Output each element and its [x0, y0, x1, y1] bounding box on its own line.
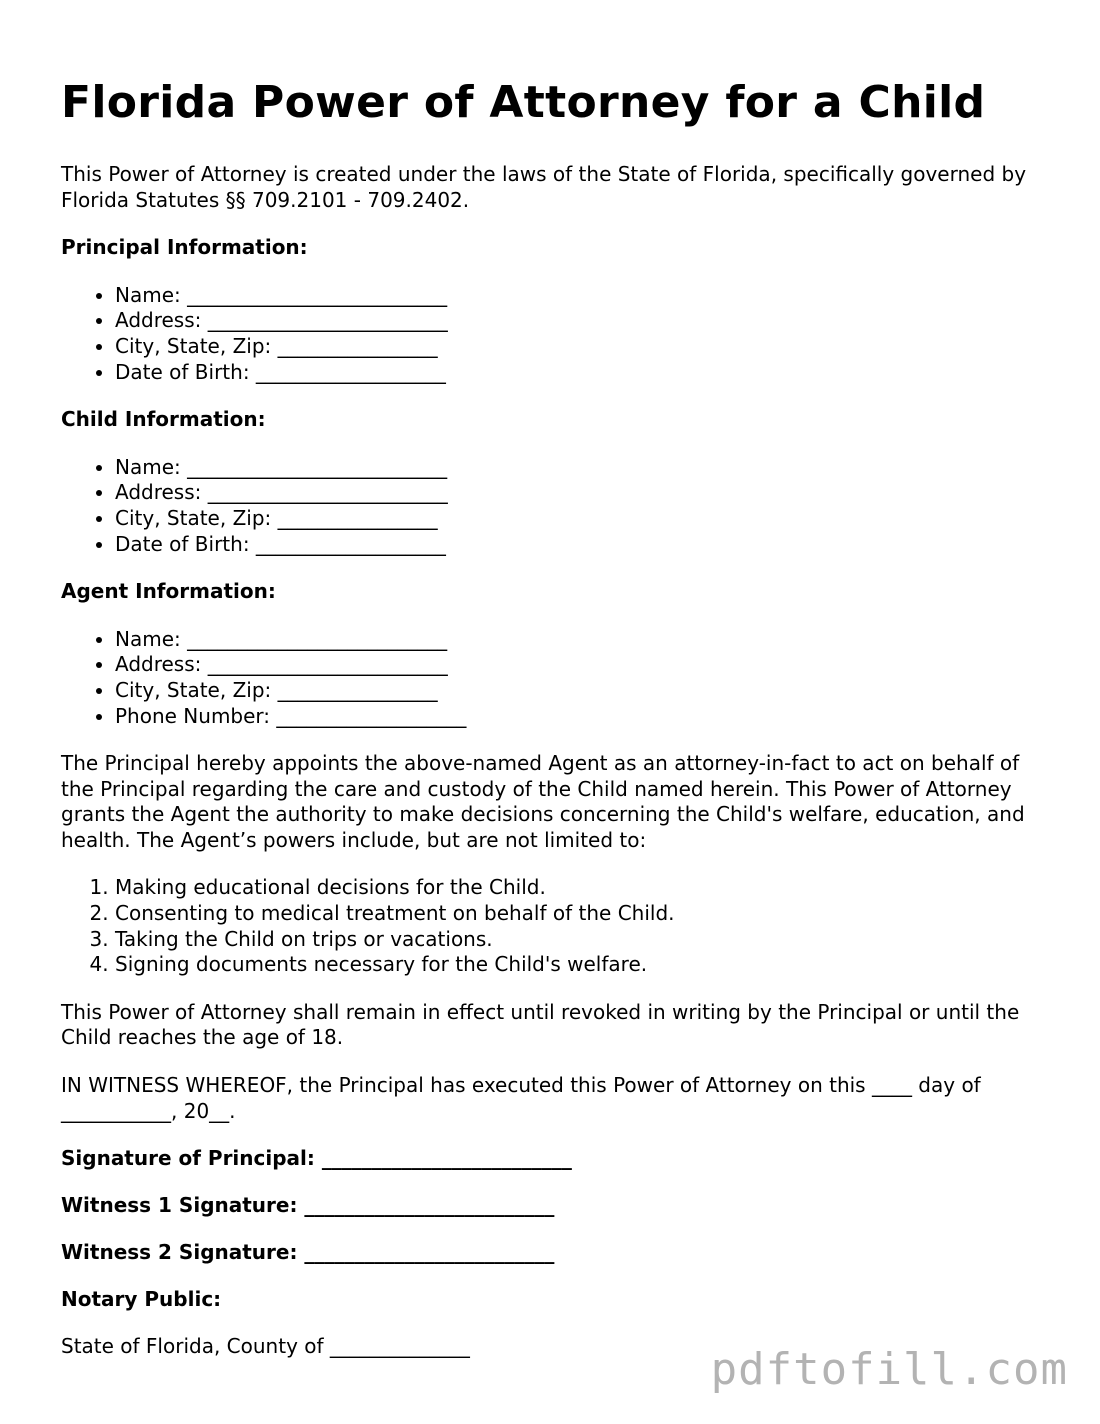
child-address-field[interactable]: • Address: ________________________	[115, 480, 1051, 506]
child-dob-field[interactable]: • Date of Birth: ___________________	[115, 532, 1051, 558]
intro-paragraph: This Power of Attorney is created under the laws of the State of Florida, specifically governed by Florida Statutes §§ 709.2101 - 709.2402.	[61, 162, 1027, 212]
notary-county-line[interactable]: State of Florida, County of ______________	[61, 1334, 470, 1359]
power-item: 4. Signing documents necessary for the Child's welfare.	[115, 952, 1051, 978]
principal-address-field[interactable]: • Address: ________________________	[115, 308, 1051, 334]
witness1-signature-line[interactable]: Witness 1 Signature: _________________________	[61, 1193, 555, 1218]
powers-list	[61, 875, 1051, 977]
agent-address-field[interactable]: • Address: ________________________	[115, 652, 1051, 678]
witness2-signature-line[interactable]: Witness 2 Signature: _________________________	[61, 1240, 555, 1265]
power-item: 2. Consenting to medical treatment on behalf of the Child.	[115, 901, 1051, 927]
principal-field-list	[61, 283, 1051, 385]
witness-clause[interactable]: IN WITNESS WHEREOF, the Principal has executed this Power of Attorney on this ____ day of ___________, 20__.	[61, 1073, 981, 1123]
agent-section-label: Agent Information:	[61, 579, 276, 604]
principal-name-field[interactable]: • Name: __________________________	[115, 283, 1051, 309]
agent-city-state-zip-field[interactable]: • City, State, Zip: ________________	[115, 678, 1051, 704]
child-city-state-zip-field[interactable]: • City, State, Zip: ________________	[115, 506, 1051, 532]
principal-city-state-zip-field[interactable]: • City, State, Zip: ________________	[115, 334, 1051, 360]
agent-name-field[interactable]: • Name: __________________________	[115, 627, 1051, 653]
appointment-paragraph: The Principal hereby appoints the above-named Agent as an attorney-in-fact to act on behalf of the Principal regarding the care and custody of the Child named herein. This Power of Attorney grants the Agent the authority to make decisions concerning the Child's welfare, education, and health. The Agent’s powers include, but are not limited to:	[61, 751, 1025, 852]
child-section-label: Child Information:	[61, 407, 266, 432]
watermark-text: pdftofill.com	[710, 1344, 1068, 1395]
principal-section-label: Principal Information:	[61, 235, 308, 260]
agent-phone-field[interactable]: • Phone Number: ___________________	[115, 704, 1051, 730]
principal-dob-field[interactable]: • Date of Birth: ___________________	[115, 360, 1051, 386]
power-item: 1. Making educational decisions for the Child.	[115, 875, 1051, 901]
notary-label: Notary Public:	[61, 1287, 222, 1312]
power-item: 3. Taking the Child on trips or vacations.	[115, 927, 1051, 953]
duration-paragraph: This Power of Attorney shall remain in effect until revoked in writing by the Principal or until the Child reaches the age of 18.	[61, 999, 1020, 1050]
document-page	[61, 76, 1051, 1360]
agent-field-list	[61, 627, 1051, 729]
document-title: Florida Power of Attorney for a Child	[61, 77, 986, 128]
child-field-list	[61, 455, 1051, 557]
child-name-field[interactable]: • Name: __________________________	[115, 455, 1051, 481]
principal-signature-line[interactable]: Signature of Principal: _________________________	[61, 1146, 572, 1171]
